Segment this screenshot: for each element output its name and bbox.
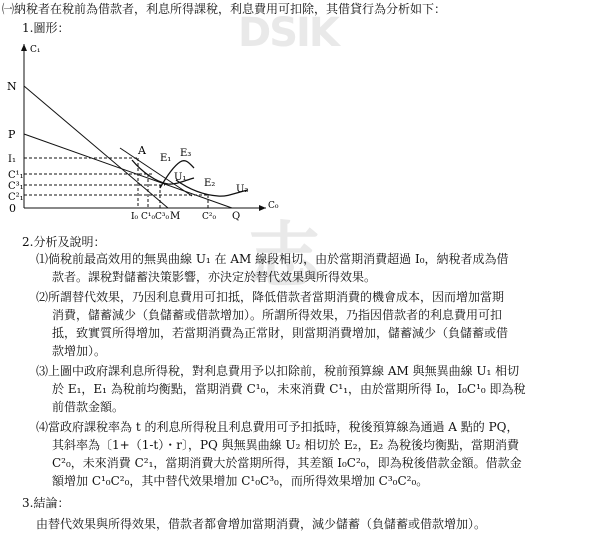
label-axis-y: C₁ <box>30 45 41 55</box>
label-C1-3: C³₁ <box>8 181 24 192</box>
item2-line1: ⑵所謂替代效果，乃因利息費用可扣抵，降低借款者當期消費的機會成本，因而增加當期 <box>36 290 505 304</box>
label-axis-x: C₀ <box>268 201 279 211</box>
label-I1: I₁ <box>8 154 16 165</box>
label-E2: E₂ <box>204 178 216 189</box>
item4-line3: C²₀，未來消費 C²₁，當期消費大於當期所得，其差額 I₀C²₀，即為稅後借款金額。借款金 <box>52 456 522 470</box>
item4-line4: 額增加 C¹₀C²₀，其中替代效果增加 C¹₀C³₀，而所得效果增加 C³₀C²₀。 <box>52 474 429 488</box>
label-E1: E₁ <box>160 153 172 164</box>
item1-line2: 款者。課稅對儲蓄決策影響，亦決定於替代效果與所得效果。 <box>52 270 377 284</box>
label-E3: E₃ <box>180 148 192 159</box>
item4-line1: ⑷當政府課稅率為 t 的利息所得稅且利息費用可予扣抵時，稅後預算線為通過 A 點的 PQ， <box>36 420 519 434</box>
item1-line1: ⑴倘稅前最高效用的無異曲線 U₁ 在 AM 線段相切，由於當期消費超過 I₀，納稅者成為借 <box>36 252 509 266</box>
label-C1-1: C¹₁ <box>8 170 24 181</box>
item2-line2: 消費，儲蓄減少（負儲蓄或借款增加）。所謂所得效果，乃指因借款者的利息費用可扣 <box>52 308 503 322</box>
label-U1: U₁ <box>174 172 187 183</box>
conclusion-text: 由替代效果與所得效果，借款者都會增加當期消費，減少儲蓄（負儲蓄或借款增加）。 <box>36 517 487 531</box>
label-C0-3: C³₀ <box>155 212 170 222</box>
label-A: A <box>138 144 146 157</box>
item2-line3: 抵，致實質所得增加，若當期消費為正常財，則當期消費增加，儲蓄減少（負儲蓄或借 <box>52 326 509 340</box>
section1-title: 1.圖形： <box>22 21 70 35</box>
label-M: M <box>170 211 181 222</box>
label-P: P <box>8 128 16 141</box>
section2-title: 2.分析及說明： <box>22 235 106 249</box>
item3-line2: 於 E₁，E₁ 為稅前均衡點，當期消費 C¹₀，未來消費 C¹₁，由於當期所得 I₀，I₀C¹₀ 即為稅 <box>52 382 526 396</box>
watermark-top: DSIK <box>238 10 338 56</box>
item2-line4: 款增加）。 <box>52 344 107 358</box>
budget-line-PQ <box>24 134 232 208</box>
label-C1-2: C²₁ <box>8 192 24 203</box>
label-I0: I₀ <box>131 212 139 222</box>
item3-line1: ⑶上圖中政府課利息所得稅，對利息費用予以扣除前，稅前預算線 AM 與無異曲線 U₁ 相切 <box>36 364 520 378</box>
item4-line2: 其斜率為〔1+（1-t）・r〕，PQ 與無異曲線 U₂ 相切於 E₂，E₂ 為稅後均衡點，當期消費 <box>52 438 519 452</box>
diagram <box>0 38 290 224</box>
label-U2: U₂ <box>236 184 249 195</box>
label-C0-1: C¹₀ <box>141 212 156 222</box>
label-C0-2: C²₀ <box>202 212 217 222</box>
label-Q: Q <box>232 211 241 222</box>
section3-title: 3.結論： <box>22 496 70 510</box>
label-N: N <box>7 80 17 93</box>
heading: ㈠納稅者在稅前為借款者，利息所得課稅，利息費用可扣除，其借貸行為分析如下： <box>2 2 447 16</box>
item3-line3: 前借款金額。 <box>52 400 125 414</box>
label-origin: 0 <box>9 202 16 215</box>
budget-line-NM <box>24 86 168 208</box>
watermark-middle: 志 <box>248 214 321 298</box>
